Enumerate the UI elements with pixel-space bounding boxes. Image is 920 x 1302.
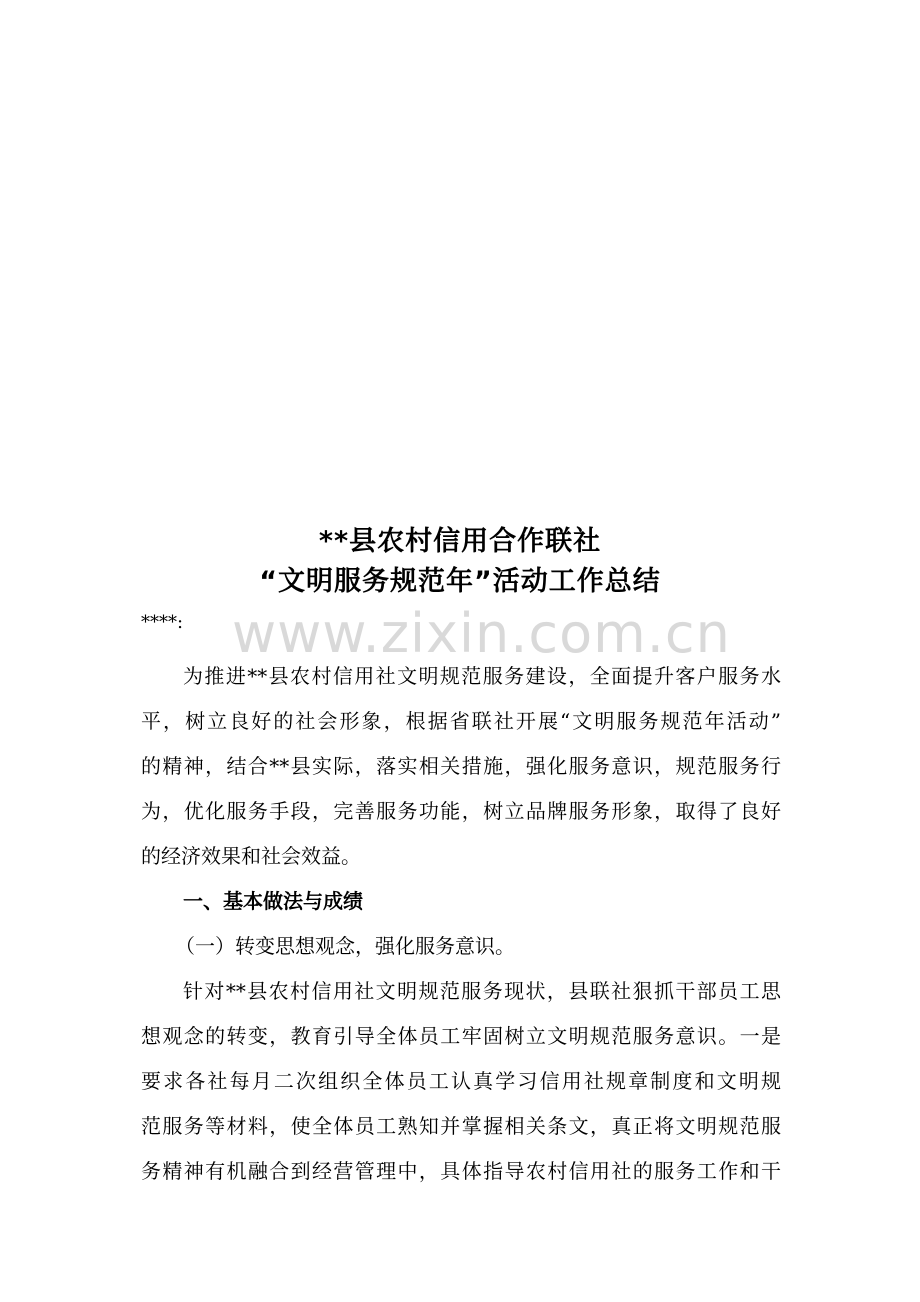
paragraph-1-line: 的精神，结合**县实际，落实相关措施，强化服务意识，规范服务行 [141,754,781,778]
paragraph-1-line: 平，树立良好的社会形象，根据省联社开展“文明服务规范年活动” [141,709,781,733]
paragraph-1-line: 的经济效果和社会效益。 [141,844,361,868]
paragraph-2-line: 要求各社每月二次组织全体员工认真学习信用社规章制度和文明规 [141,1069,781,1093]
paragraph-2-line: 针对**县农村信用社文明规范服务现状，县联社狠抓干部员工思 [183,979,781,1003]
paragraph-1-line: 为，优化服务手段，完善服务功能，树立品牌服务形象，取得了良好 [141,799,781,823]
paragraph-1-line: 为推进**县农村信用社文明规范服务建设，全面提升客户服务水 [183,664,781,688]
paragraph-2-line: 想观念的转变，教育引导全体员工牢固树立文明规范服务意识。一是 [141,1024,781,1048]
salutation: ****: [141,612,184,633]
document-title [0,522,920,602]
paragraph-2-line: 务精神有机融合到经营管理中，具体指导农村信用社的服务工作和干 [141,1159,781,1183]
title-line-2: “文明服务规范年”活动工作总结 [259,566,661,597]
document-body [141,659,781,1199]
title-line-1: **县农村信用合作联社 [318,526,602,557]
section-heading: 一、基本做法与成绩 [183,889,363,913]
watermark: www.zixin.com.cn [232,602,731,665]
subsection-heading: （一）转变思想观念，强化服务意识。 [175,934,515,958]
paragraph-2-line: 范服务等材料，使全体员工熟知并掌握相关条文，真正将文明规范服 [141,1114,781,1138]
